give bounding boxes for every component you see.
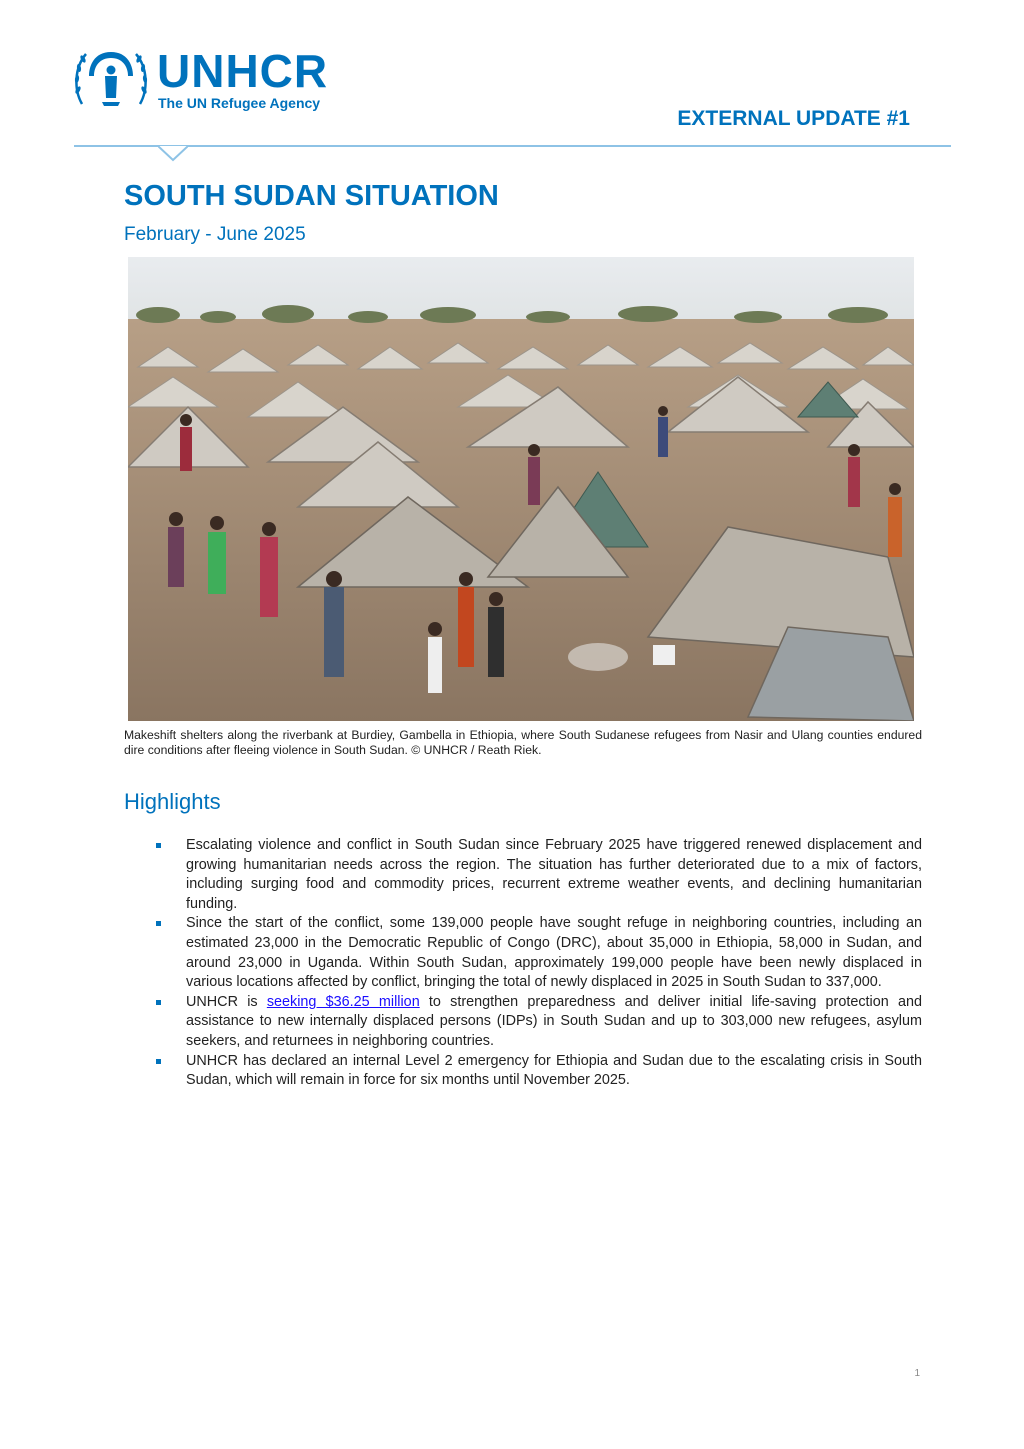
highlight-text: UNHCR has declared an internal Level 2 emergency for Ethiopia and Sudan due to the escalating crisis in South Sudan, which will remain in force for six months until November 2025. [186,1052,922,1089]
page-number: 1 [914,1368,920,1379]
bullet-icon [156,1059,161,1064]
page-title: SOUTH SUDAN SITUATION [124,180,499,212]
highlight-item [150,914,922,992]
funding-appeal-link[interactable]: seeking $36.25 million [266,993,420,1010]
highlight-text-after: to strengthen preparedness and deliver initial life-saving protection and assistance to new internally displaced persons (IDPs) in South Sudan and up to 303,000 new refugees, asylum seekers, and returnees in neighboring countries. [186,993,922,1049]
highlights-list [150,836,922,1091]
highlight-text-before: UNHCR is [186,993,267,1010]
highlight-text: Escalating violence and conflict in South Sudan since February 2025 have triggered renewed displacement and growing humanitarian needs across the region. The situation has further deteriorated due to a mix of factors, including surging food and commodity prices, recurrent extreme weather events, and declining humanitarian funding. [186,837,922,912]
highlights-heading: Highlights [124,789,221,814]
highlight-item [150,1052,922,1091]
logo-tagline: The UN Refugee Agency [158,95,321,111]
cover-photo [128,257,914,721]
header-divider [74,145,951,147]
highlight-item [150,836,922,914]
page-subtitle: February - June 2025 [124,224,306,245]
bullet-icon [156,843,161,848]
bullet-icon [156,1000,161,1005]
photo-caption: Makeshift shelters along the riverbank at Burdiey, Gambella in Ethiopia, where South Sudanese refugees from Nasir and Ulang counties endured dire conditions after fleeing violence in South Sudan. © UNHCR / Reath Riek. [124,728,922,757]
header-notch [158,146,188,162]
unhcr-emblem-icon [72,46,150,112]
logo-name: UNHCR [157,45,329,97]
update-label: EXTERNAL UPDATE #1 [677,107,910,130]
bullet-icon [156,921,161,926]
highlight-text: Since the start of the conflict, some 139,000 people have sought refuge in neighboring countries, including an estimated 23,000 in the Democratic Republic of Congo (DRC), about 35,000 in Ethiopia, 58,000 in Sudan, and around 23,000 in Uganda. Within South Sudan, approximately 199,000 people have been newly displaced in various locations affected by conflict, bringing the total of newly displaced in 2025 in South Sudan to 337,000. [186,915,922,991]
highlight-item [150,993,922,1052]
